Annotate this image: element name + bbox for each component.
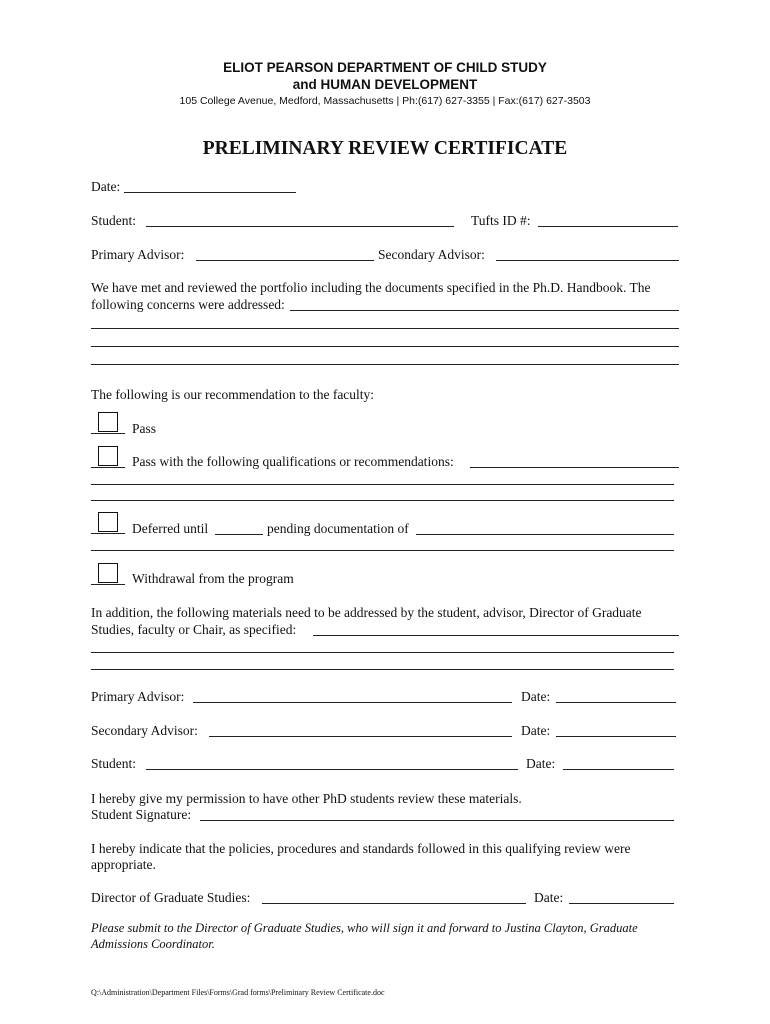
secondary-advisor-date-field[interactable]: [556, 736, 676, 737]
page-title: PRELIMINARY REVIEW CERTIFICATE: [202, 138, 568, 159]
pending-documentation-field[interactable]: [416, 534, 674, 535]
deferred-line[interactable]: [91, 550, 674, 551]
secondary-advisor-field[interactable]: [496, 260, 679, 261]
withdrawal-checkbox[interactable]: [98, 563, 118, 583]
student-date-label: Date:: [526, 756, 556, 771]
concerns-line[interactable]: [290, 310, 679, 311]
primary-advisor-field[interactable]: [196, 260, 374, 261]
student-field[interactable]: [146, 226, 454, 227]
additional-materials-line1: In addition, the following materials need to be addressed by the student, advisor, Director of Graduate: [91, 605, 642, 620]
director-date-field[interactable]: [569, 903, 674, 904]
file-path-footer: Q:\Administration\Department Files\Forms\Grad forms\Preliminary Review Certificate.doc: [91, 988, 385, 997]
withdrawal-underline: [91, 584, 125, 585]
deferred-underline: [91, 533, 125, 534]
department-address: 105 College Avenue, Medford, Massachusetts | Ph:(617) 627-3355 | Fax:(617) 627-3503: [179, 95, 591, 107]
deferred-until-field[interactable]: [215, 534, 263, 535]
tufts-id-label: Tufts ID #:: [471, 213, 531, 228]
primary-advisor-label: Primary Advisor:: [91, 247, 185, 262]
additional-materials-field[interactable]: [313, 635, 679, 636]
student-permission-signature-field[interactable]: [200, 820, 674, 821]
submit-instructions-line1: Please submit to the Director of Graduate Studies, who will sign it and forward to Justina Clayton, Graduate: [91, 921, 638, 935]
qualifications-field[interactable]: [470, 467, 679, 468]
additional-materials-line[interactable]: [91, 652, 674, 653]
date-field[interactable]: [124, 192, 296, 193]
concerns-line[interactable]: [91, 346, 679, 347]
director-signature-field[interactable]: [262, 903, 526, 904]
secondary-advisor-signature-field[interactable]: [209, 736, 512, 737]
submit-instructions-line2: Admissions Coordinator.: [91, 937, 215, 951]
deferred-checkbox[interactable]: [98, 512, 118, 532]
tufts-id-field[interactable]: [538, 226, 678, 227]
concerns-line[interactable]: [91, 328, 679, 329]
primary-advisor-signature-field[interactable]: [193, 702, 512, 703]
director-date-label: Date:: [534, 890, 564, 905]
portfolio-text-line1: We have met and reviewed the portfolio including the documents specified in the Ph.D. Handbook. The: [91, 280, 651, 295]
pending-documentation-label: pending documentation of: [267, 521, 409, 536]
secondary-advisor-label: Secondary Advisor:: [378, 247, 485, 262]
student-date-field[interactable]: [563, 769, 674, 770]
director-signature-label: Director of Graduate Studies:: [91, 890, 251, 905]
student-label: Student:: [91, 213, 137, 228]
permission-text: I hereby give my permission to have other PhD students review these materials.: [91, 791, 522, 806]
primary-advisor-date-label: Date:: [521, 689, 551, 704]
deferred-label: Deferred until: [132, 521, 209, 536]
qualifications-line[interactable]: [91, 500, 674, 501]
student-permission-signature-label: Student Signature:: [91, 807, 192, 822]
primary-advisor-date-field[interactable]: [556, 702, 676, 703]
student-signature-field[interactable]: [146, 769, 518, 770]
recommendation-intro: The following is our recommendation to the faculty:: [91, 387, 375, 402]
pass-label: Pass: [132, 421, 157, 436]
pass-with-qualifications-checkbox[interactable]: [98, 446, 118, 466]
portfolio-text-line2: following concerns were addressed:: [91, 297, 285, 312]
date-label: Date:: [91, 179, 121, 194]
student-signature-label: Student:: [91, 756, 137, 771]
additional-materials-line2: Studies, faculty or Chair, as specified:: [91, 622, 297, 637]
department-name-line2: and HUMAN DEVELOPMENT: [292, 77, 478, 92]
pass-with-qualifications-underline: [91, 467, 125, 468]
primary-advisor-signature-label: Primary Advisor:: [91, 689, 185, 704]
secondary-advisor-date-label: Date:: [521, 723, 551, 738]
withdrawal-label: Withdrawal from the program: [132, 571, 294, 586]
pass-checkbox[interactable]: [98, 412, 118, 432]
pass-underline: [91, 433, 125, 434]
policies-text-line1: I hereby indicate that the policies, procedures and standards followed in this qualifying review were: [91, 841, 631, 856]
policies-text-line2: appropriate.: [91, 857, 156, 872]
pass-with-qualifications-label: Pass with the following qualifications or recommendations:: [132, 454, 454, 469]
concerns-line[interactable]: [91, 364, 679, 365]
secondary-advisor-signature-label: Secondary Advisor:: [91, 723, 198, 738]
additional-materials-line[interactable]: [91, 669, 674, 670]
qualifications-line[interactable]: [91, 484, 674, 485]
department-name-line1: ELIOT PEARSON DEPARTMENT OF CHILD STUDY: [223, 60, 547, 75]
